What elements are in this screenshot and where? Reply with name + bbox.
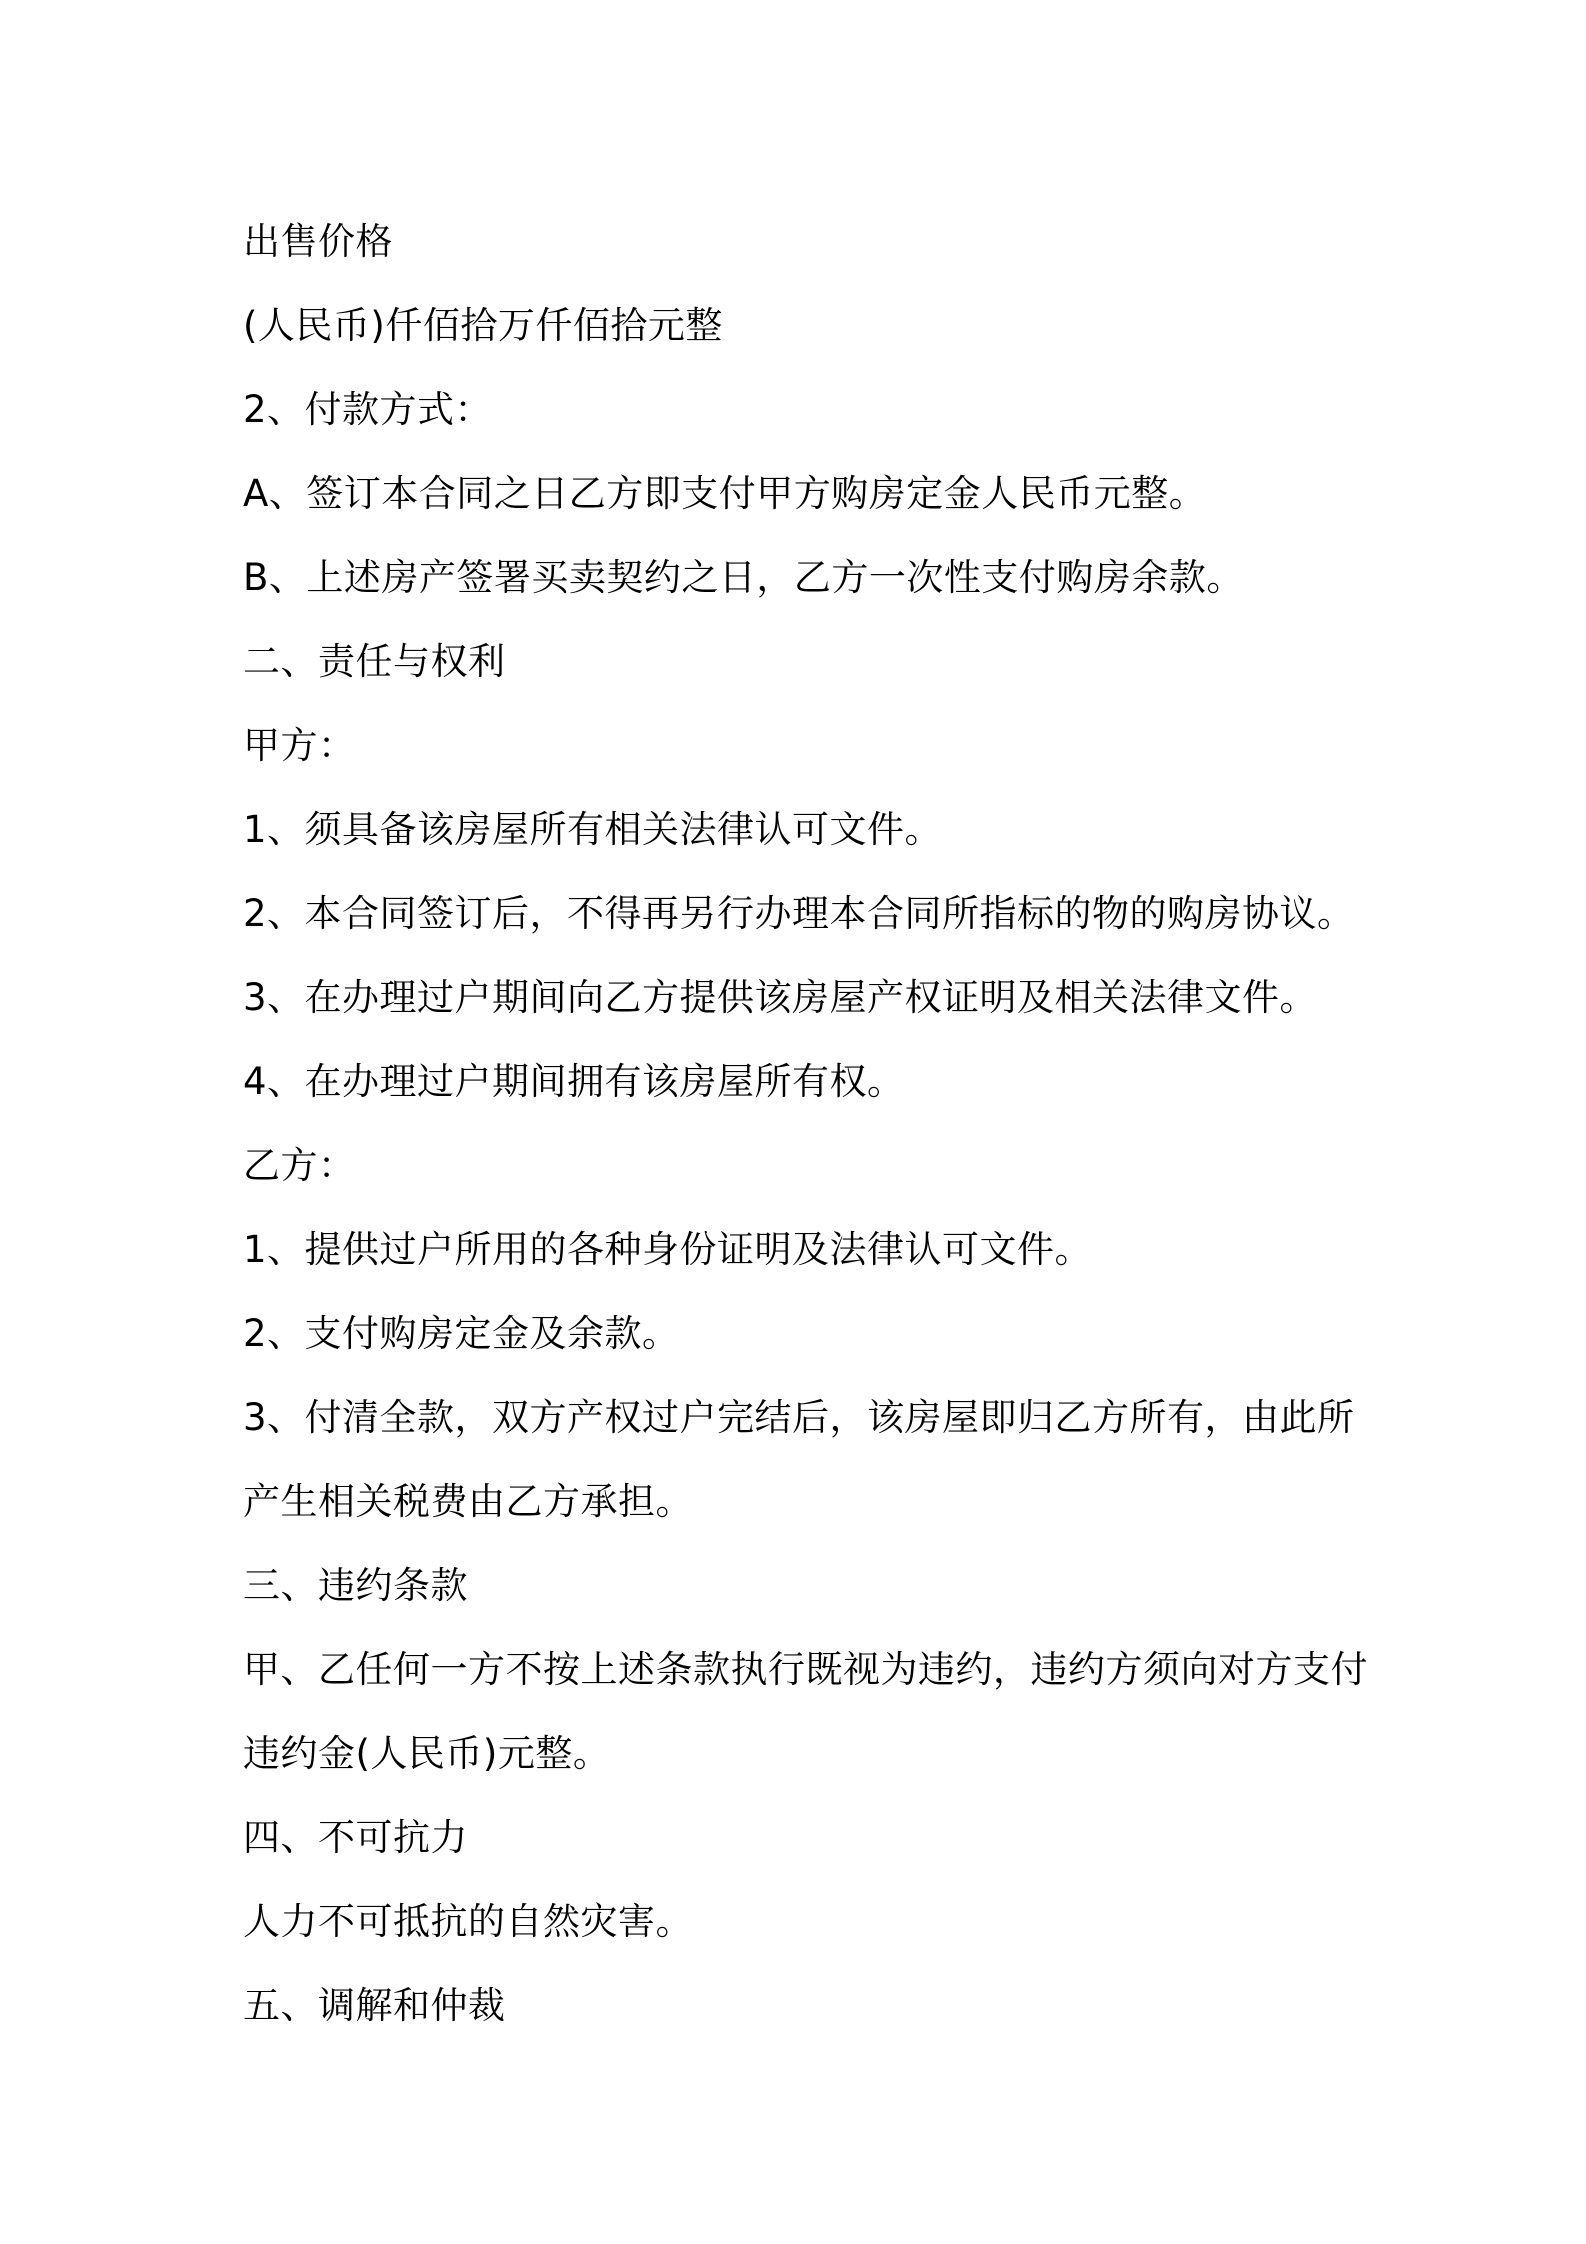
payment-item-b: B、上述房产签署买卖契约之日，乙方一次性支付购房余款。 — [243, 556, 1244, 599]
payment-item-a: A、签订本合同之日乙方即支付甲方购房定金人民币元整。 — [243, 472, 1207, 515]
party-b-item-3-continued: 产生相关税费由乙方承担。 — [243, 1480, 693, 1523]
document-body — [243, 200, 1373, 2048]
section-heading-payment-method: 2、付款方式： — [243, 388, 493, 431]
section-heading-responsibilities: 二、责任与权利 — [243, 640, 506, 683]
party-b-item-1: 1、提供过户所用的各种身份证明及法律认可文件。 — [243, 1228, 1093, 1271]
party-a-item-4: 4、在办理过户期间拥有该房屋所有权。 — [243, 1060, 905, 1103]
party-b-item-3: 3、付清全款，双方产权过户完结后，该房屋即归乙方所有，由此所 — [243, 1396, 1355, 1439]
section-heading-mediation: 五、调解和仲裁 — [243, 1984, 506, 2027]
breach-clause: 甲、乙任何一方不按上述条款执行既视为违约，违约方须向对方支付 — [243, 1648, 1368, 1691]
party-a-label: 甲方： — [243, 724, 356, 767]
section-heading-sale-price: 出售价格 — [243, 220, 393, 263]
party-b-item-2: 2、支付购房定金及余款。 — [243, 1312, 680, 1355]
party-b-label: 乙方： — [243, 1144, 356, 1187]
force-majeure-clause: 人力不可抵抗的自然灾害。 — [243, 1900, 693, 1943]
price-line: (人民币)仟佰拾万仟佰拾元整 — [243, 304, 723, 347]
party-a-item-3: 3、在办理过户期间向乙方提供该房屋产权证明及相关法律文件。 — [243, 976, 1318, 1019]
party-a-item-1: 1、须具备该房屋所有相关法律认可文件。 — [243, 808, 943, 851]
breach-clause-continued: 违约金(人民币)元整。 — [243, 1732, 611, 1775]
party-a-item-2: 2、本合同签订后，不得再另行办理本合同所指标的物的购房协议。 — [243, 892, 1355, 935]
section-heading-force-majeure: 四、不可抗力 — [243, 1816, 468, 1859]
section-heading-breach: 三、违约条款 — [243, 1564, 468, 1607]
